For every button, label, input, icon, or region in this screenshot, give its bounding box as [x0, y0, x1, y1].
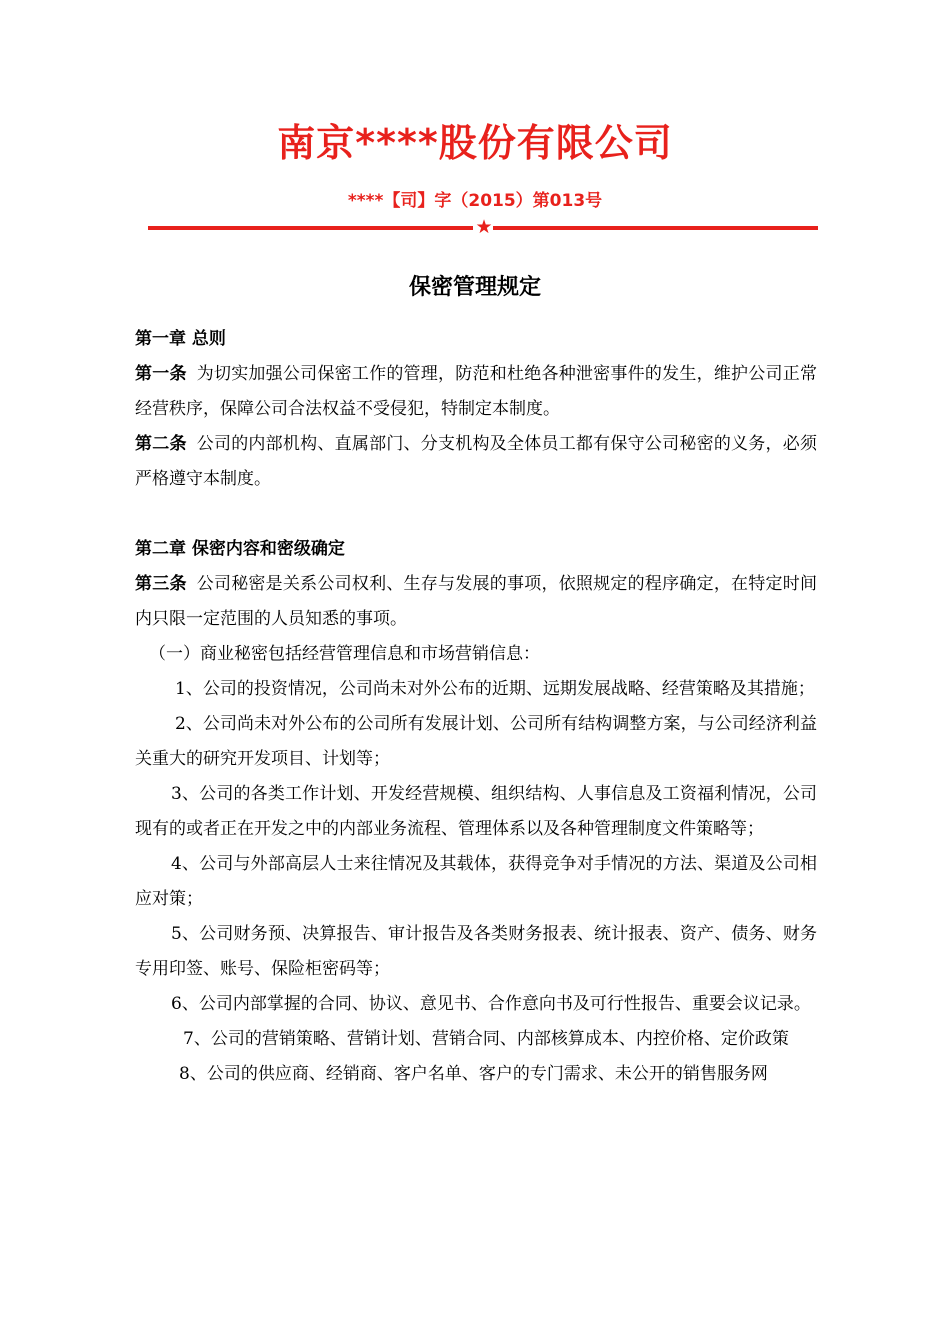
article-3	[135, 567, 817, 637]
list-item: 6、公司内部掌握的合同、协议、意见书、合作意向书及可行性报告、重要会议记录。	[171, 994, 811, 1014]
star-icon: ★	[475, 216, 493, 238]
subsection-heading: （一）商业秘密包括经营管理信息和市场营销信息：	[149, 644, 540, 664]
article-text: 公司秘密是关系公司权利、生存与发展的事项，依照规定的程序确定，在特定时间内只限一定范围的人员知悉的事项。	[135, 574, 818, 629]
document-number: ****【司】字（2015）第013号	[347, 191, 603, 211]
chapter-heading: 第一章 总则	[135, 329, 226, 349]
divider-line-left	[148, 226, 473, 230]
article-1	[135, 357, 817, 427]
list-item: 2、公司尚未对外公布的公司所有发展计划、公司所有结构调整方案，与公司经济利益关重大的研究开发项目、计划等；	[135, 714, 817, 769]
list-item: 4、公司与外部高层人士来往情况及其载体，获得竞争对手情况的方法、渠道及公司相应对策；	[135, 854, 817, 909]
article-label: 第一条	[135, 364, 187, 384]
article-label: 第三条	[135, 574, 187, 594]
article-text: 为切实加强公司保密工作的管理，防范和杜绝各种泄密事件的发生，维护公司正常经营秩序，保障公司合法权益不受侵犯，特制定本制度。	[135, 364, 818, 419]
list-item: 7、公司的营销策略、营销计划、营销合同、内部核算成本、内控价格、定价政策	[183, 1029, 789, 1049]
list-item: 3、公司的各类工作计划、开发经营规模、组织结构、人事信息及工资福利情况，公司现有的或者正在开发之中的内部业务流程、管理体系以及各种管理制度文件策略等；	[135, 784, 817, 839]
document-title: 保密管理规定	[408, 275, 541, 300]
document-body	[135, 322, 817, 1092]
company-title: 南京****股份有限公司	[277, 121, 673, 165]
list-item: 8、公司的供应商、经销商、客户名单、客户的专门需求、未公开的销售服务网	[179, 1064, 768, 1084]
list-item: 1、公司的投资情况，公司尚未对外公布的近期、远期发展战略、经营策略及其措施；	[175, 679, 815, 699]
article-label: 第二条	[135, 434, 187, 454]
article-text: 公司的内部机构、直属部门、分支机构及全体员工都有保守公司秘密的义务，必须严格遵守本制度。	[135, 434, 818, 489]
divider-line-right	[493, 226, 818, 230]
chapter-heading: 第二章 保密内容和密级确定	[135, 539, 345, 559]
spacer	[135, 497, 817, 532]
red-header-divider	[148, 218, 818, 238]
list-item: 5、公司财务预、决算报告、审计报告及各类财务报表、统计报表、资产、债务、财务专用印签、账号、保险柜密码等；	[135, 924, 817, 979]
article-2	[135, 427, 817, 497]
